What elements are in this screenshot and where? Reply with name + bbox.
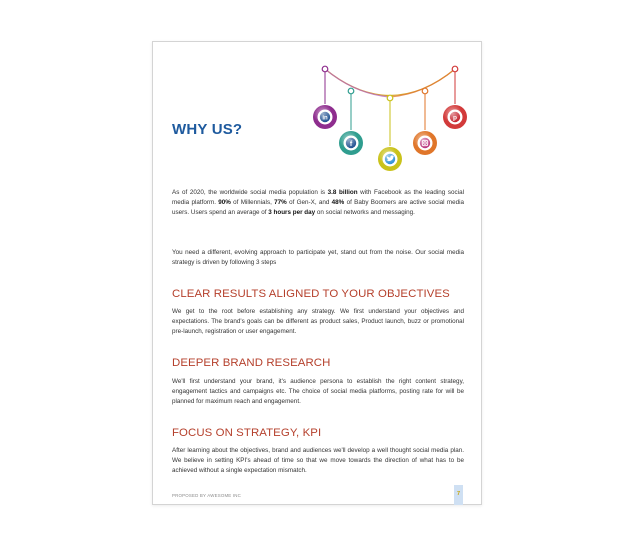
section-title-objectives: CLEAR RESULTS ALIGNED TO YOUR OBJECTIVES: [172, 288, 450, 300]
instagram-ornament: [413, 88, 437, 155]
facebook-ornament: [339, 88, 363, 155]
twitter-ornament: [378, 95, 402, 171]
strategy-intro-paragraph: You need a different, evolving approach to participate yet, stand out from the noise. Our social media strategy is driven by following 3 steps: [172, 249, 464, 266]
page-title: WHY US?: [172, 121, 243, 138]
intro-paragraph: As of 2020, the worldwide social media population is 3.8 billion with Facebook as the leading social media platform. 90% of Millennials, 77% of Gen-X, and 48% of Baby Boomers are active social media users. Users spend an average of 3 hours per day on social networks and messaging.: [172, 189, 464, 216]
section-title-brand-research: DEEPER BRAND RESEARCH: [172, 357, 331, 369]
linkedin-icon: in: [322, 115, 328, 122]
page-number: 7: [456, 491, 461, 497]
document-page: [152, 41, 482, 505]
pinterest-icon: p: [453, 114, 457, 122]
section-body-strategy-kpi: After learning about the objectives, brand and audiences we'll develop a well thought social media plan. We believe in setting KPI's ahead of time so that we move towards the direction of what has to be achieved without a single expectation mismatch.: [172, 447, 464, 474]
social-media-graphic: [305, 64, 475, 174]
footer-proposer: PROPOSED BY AWESOME INC: [172, 493, 242, 498]
facebook-icon: f: [349, 140, 353, 148]
page-number-badge: [454, 485, 463, 505]
section-body-brand-research: We'll first understand your brand, it's audience persona to establish the right content strategy, engagement tactics and campaigns etc. The choice of social media platforms, posting rate for will be planned for maximum reach and engagement.: [172, 378, 464, 405]
section-title-strategy-kpi: FOCUS ON STRATEGY, KPI: [172, 427, 322, 439]
section-body-objectives: We get to the root before establishing any strategy. We first understand your objectives and expectations. The brand's goals can be different as product sales, Product launch, buzz or promotional pre-launch, registration or user engagement.: [172, 308, 464, 335]
